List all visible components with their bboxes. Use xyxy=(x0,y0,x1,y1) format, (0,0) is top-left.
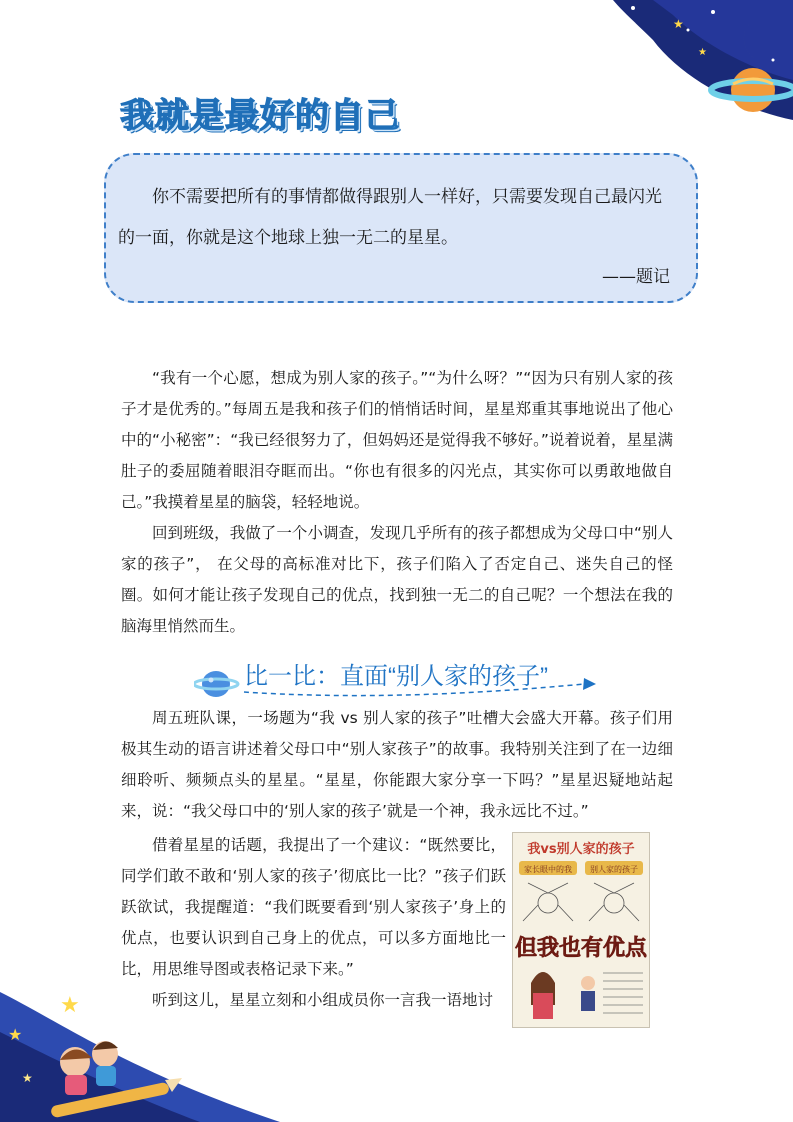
poster-slogan: 但我也有优点 xyxy=(514,936,648,961)
svg-text:★: ★ xyxy=(22,1071,33,1085)
epigraph-box xyxy=(104,153,698,303)
svg-text:★: ★ xyxy=(698,47,707,58)
svg-text:★: ★ xyxy=(673,17,684,31)
paragraph: 借着星星的话题，我提出了一个建议：“既然要比，同学们敢不敢和‘别人家的孩子’彻底比一比？”孩子们跃跃欲试，我提醒道：“我们既要看到‘别人家孩子’身上的优点，也要认识到自己身上的优点，可以多方面地比一比，用思维导图或表格记录下来。” xyxy=(121,836,506,978)
paragraph: “我有一个心愿，想成为别人家的孩子。”“为什么呀？”“因为只有别人家的孩子才是优秀的。”每周五是我和孩子们的悄悄话时间，星星郑重其事地说出了他心中的“小秘密”：“我已经很努力了，但妈妈还是觉得我不够好。”说着说着，星星满肚子的委屈随着眼泪夺眶而出。“你也有很多的闪光点，其实你可以勇敢地做自己。”我摸着星星的脑袋，轻轻地说。 xyxy=(121,369,673,511)
svg-text:★: ★ xyxy=(60,993,80,1018)
poster-right-label: 别人家的孩子 xyxy=(590,865,638,874)
section-heading xyxy=(194,654,604,700)
space-decoration-top-right xyxy=(593,0,793,130)
poster-image xyxy=(512,832,650,1028)
section-compare xyxy=(121,703,673,827)
section-heading-text: 比一比：直面“别人家的孩子” xyxy=(244,663,548,690)
section-intro xyxy=(121,363,673,642)
paragraph: 周五班队课，一场题为“我 vs 别人家的孩子”吐槽大会盛大开幕。孩子们用极其生动的语言讲述着父母口中“别人家孩子”的故事。我特别关注到了在一边细细聆听、频频点头的星星。“星星，你能跟大家分享一下吗？”星星迟疑地站起来，说：“我父母口中的‘别人家的孩子’就是一个神，我永远比不过。” xyxy=(121,709,673,820)
paragraph: 回到班级，我做了一个小调查，发现几乎所有的孩子都想成为父母口中“别人家的孩子”， 在父母的高标准对比下，孩子们陷入了否定自己、迷失自己的怪圈。如何才能让孩子发现自己的优点，找到独一无二的自己呢？一个想法在我的脑海里悄然而生。 xyxy=(121,524,673,635)
poster-title: 我vs别人家的孩子 xyxy=(527,842,635,857)
svg-text:★: ★ xyxy=(8,1025,23,1044)
poster-left-label: 家长眼中的我 xyxy=(524,865,572,874)
epigraph-signature: ——题记 xyxy=(602,267,670,287)
page-title: 我就是最好的自己 xyxy=(120,96,400,136)
kids-decoration-bottom-left xyxy=(0,982,300,1122)
epigraph-text: 你不需要把所有的事情都做得跟别人一样好，只需要发现自己最闪光的一面，你就是这个地球上独一无二的星星。 xyxy=(118,187,662,248)
paragraph: 听到这儿，星星立刻和小组成员你一言我一语地讨 xyxy=(152,991,494,1009)
